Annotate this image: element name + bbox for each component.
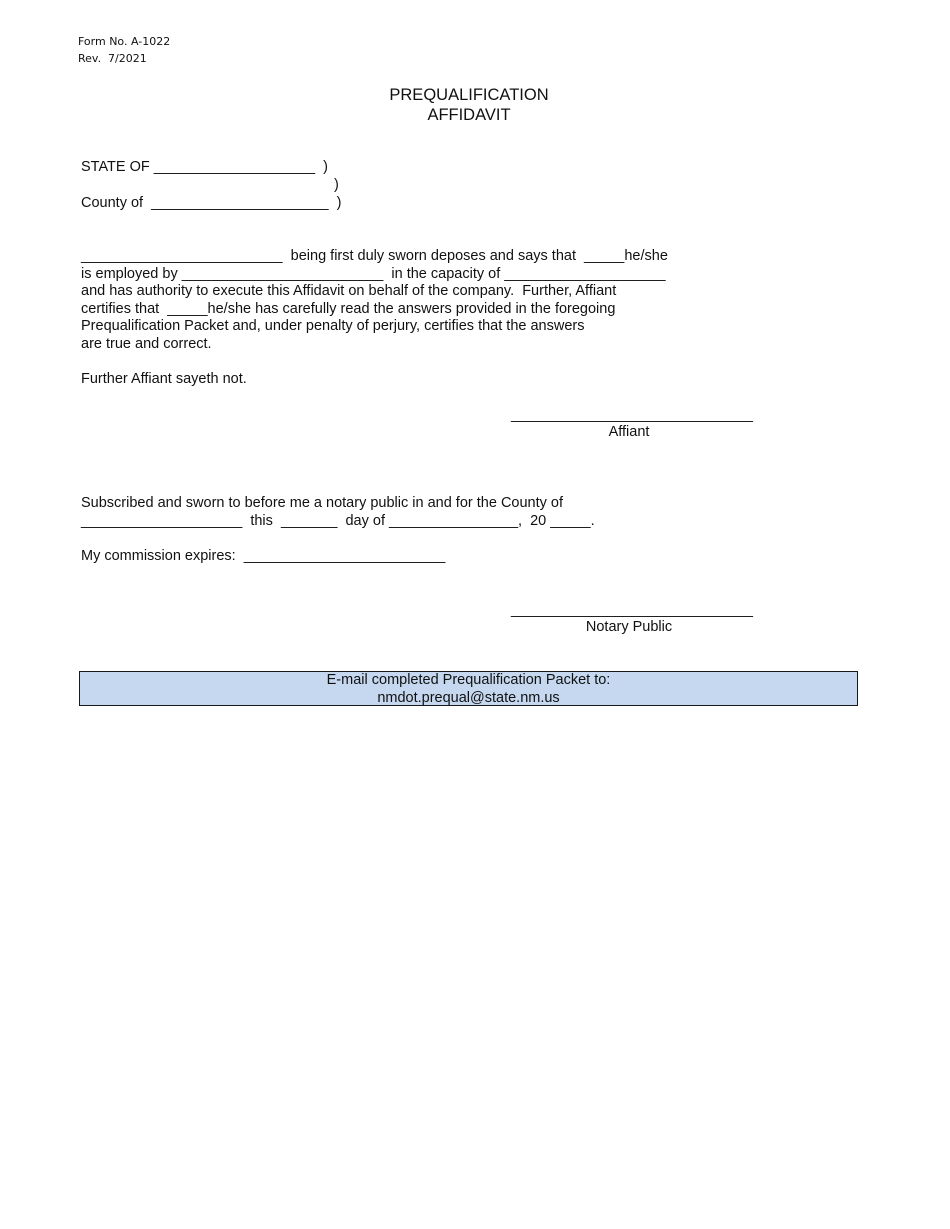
county-of-field[interactable]: County of ______________________ ) xyxy=(81,195,342,211)
page-title-line1: PREQUALIFICATION xyxy=(389,86,549,104)
form-number: Form No. A-1022 xyxy=(78,35,171,48)
state-of-field[interactable]: STATE OF ____________________ ) xyxy=(81,159,328,175)
affiant-statement-line4[interactable]: certifies that _____he/she has carefully read the answers provided in the foregoing xyxy=(81,300,616,317)
email-instructions-box xyxy=(79,671,858,706)
affiant-label: Affiant xyxy=(608,424,650,440)
further-affiant-text: Further Affiant sayeth not. xyxy=(81,371,247,387)
form-revision: Rev. 7/2021 xyxy=(78,52,147,65)
affiant-statement-line5: Prequalification Packet and, under penalty of perjury, certifies that the answers xyxy=(81,318,585,334)
affiant-signature-line[interactable]: ______________________________ xyxy=(511,407,753,423)
notary-signature-line[interactable]: ______________________________ xyxy=(511,602,753,618)
notary-public-label: Notary Public xyxy=(585,619,673,635)
notary-statement-line2[interactable]: ____________________ this _______ day of ________________, 20 _____. xyxy=(81,513,595,529)
commission-expires-field[interactable]: My commission expires: _________________________ xyxy=(81,548,446,564)
venue-paren: ) xyxy=(334,177,339,193)
notary-statement-line1: Subscribed and sworn to before me a notary public in and for the County of xyxy=(81,495,564,511)
affiant-statement-line1[interactable]: _________________________ being first duly sworn deposes and says that _____he/she xyxy=(81,248,668,264)
affiant-statement-line2[interactable]: is employed by _________________________ in the capacity of ____________________ xyxy=(81,265,666,282)
page-title-line2: AFFIDAVIT xyxy=(427,106,511,124)
affiant-statement-line6: are true and correct. xyxy=(81,335,212,352)
email-instructions-text: E-mail completed Prequalification Packet to: xyxy=(326,672,611,688)
email-address-link[interactable]: nmdot.prequal@state.nm.us xyxy=(377,689,560,706)
affiant-statement-line3: and has authority to execute this Affidavit on behalf of the company. Further, Affiant xyxy=(81,283,617,299)
